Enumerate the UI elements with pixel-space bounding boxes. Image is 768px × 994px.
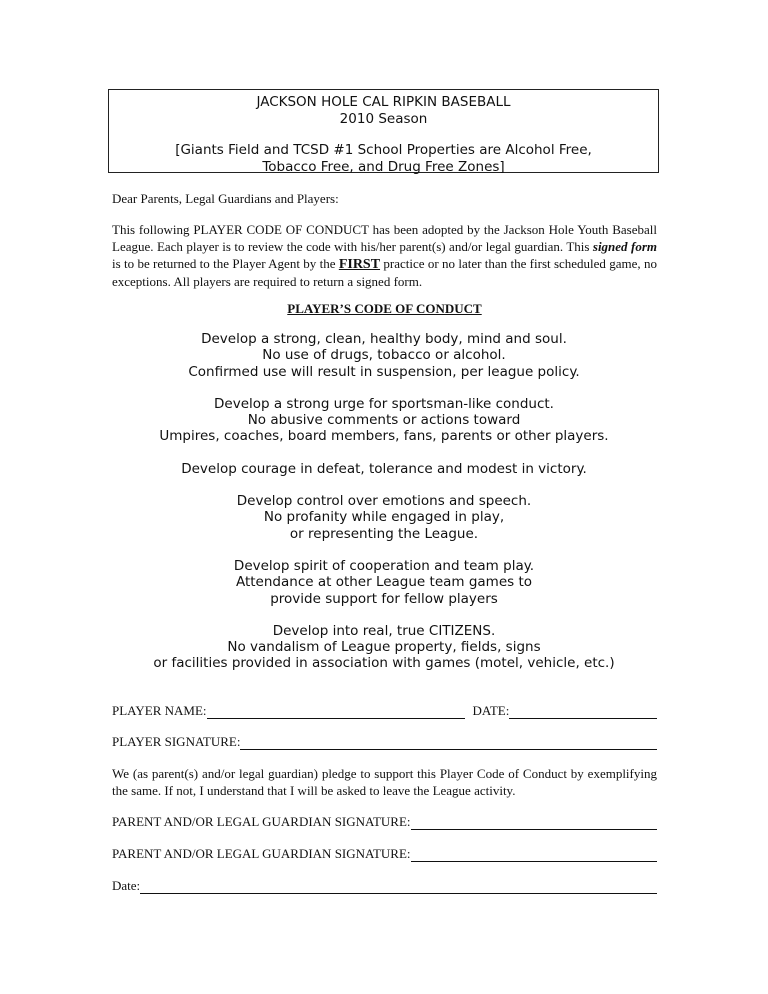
code-line: Develop control over emotions and speech. xyxy=(236,493,532,510)
parent-signature-row-2 xyxy=(112,845,657,862)
player-name-field[interactable] xyxy=(207,705,465,719)
player-signature-label: PLAYER SIGNATURE: xyxy=(112,734,241,749)
parent-signature-field-1[interactable] xyxy=(411,816,657,830)
code-of-conduct xyxy=(100,331,668,688)
code-line: or facilities provided in association with games (motel, vehicle, etc.) xyxy=(153,655,615,672)
final-date-field[interactable] xyxy=(140,880,657,894)
first-emphasis: FIRST xyxy=(338,257,381,272)
code-line: No vandalism of League property, fields, signs xyxy=(227,639,541,656)
player-name-row xyxy=(112,702,657,719)
code-line: or representing the League. xyxy=(289,525,479,542)
parent-signature-label-1: PARENT AND/OR LEGAL GUARDIAN SIGNATURE: xyxy=(112,814,411,829)
player-signature-row xyxy=(112,733,657,750)
code-block xyxy=(100,623,668,672)
code-line: Develop a strong urge for sportsman-like conduct. xyxy=(214,395,554,412)
signed-form-emphasis: signed form xyxy=(592,239,657,254)
code-line: Attendance at other League team games to xyxy=(235,574,533,591)
parent-signature-row-1 xyxy=(112,813,657,830)
greeting: Dear Parents, Legal Guardians and Players: xyxy=(112,191,339,206)
intro-text-3: practice or no later than the first scheduled game, no exceptions. All players are required to return a signed form. xyxy=(112,256,657,289)
parent-signature-label-2: PARENT AND/OR LEGAL GUARDIAN SIGNATURE: xyxy=(112,846,411,861)
code-line: Develop a strong, clean, healthy body, mind and soul. xyxy=(201,331,567,347)
header-season: 2010 Season xyxy=(339,111,428,127)
code-title: PLAYER’S CODE OF CONDUCT xyxy=(287,301,482,316)
code-line: Develop spirit of cooperation and team play. xyxy=(233,557,535,574)
code-line: No abusive comments or actions toward xyxy=(247,412,521,429)
pledge-paragraph xyxy=(112,765,657,799)
player-signature-field[interactable] xyxy=(240,736,657,750)
code-line: No profanity while engaged in play, xyxy=(263,509,505,526)
pledge-text: We (as parent(s) and/or legal guardian) pledge to support this Player Code of Conduct by exemplifying the same. If not, I understand that I will be asked to leave the League activity. xyxy=(112,766,657,798)
code-block xyxy=(100,493,668,542)
code-line: Confirmed use will result in suspension, per league policy. xyxy=(188,363,580,380)
intro-text-2: is to be returned to the Player Agent by the xyxy=(112,256,339,271)
header-notice-line1: [Giants Field and TCSD #1 School Properties are Alcohol Free, xyxy=(175,142,592,158)
code-line: Develop into real, true CITIZENS. xyxy=(272,622,496,639)
header-title: JACKSON HOLE CAL RIPKIN BASEBALL xyxy=(256,94,511,110)
code-line: Umpires, coaches, board members, fans, parents or other players. xyxy=(159,428,609,445)
parent-signature-field-2[interactable] xyxy=(411,848,657,862)
date-field[interactable] xyxy=(509,705,657,719)
date-label: DATE: xyxy=(472,703,510,718)
code-block xyxy=(100,558,668,607)
intro-paragraph xyxy=(112,221,657,290)
code-block xyxy=(100,461,668,477)
code-block xyxy=(100,396,668,445)
final-date-row xyxy=(112,877,657,894)
player-name-label: PLAYER NAME: xyxy=(112,703,207,718)
code-block xyxy=(100,331,668,380)
intro-text-1: This following PLAYER CODE OF CONDUCT has been adopted by the Jackson Hole Youth Baseball League. Each player is to review the code with his/her parent(s) and/or legal guardian. This xyxy=(112,222,657,254)
code-line: Develop courage in defeat, tolerance and modest in victory. xyxy=(181,460,587,477)
header-notice-line2: Tobacco Free, and Drug Free Zones] xyxy=(262,159,505,175)
header-box xyxy=(108,89,659,173)
code-line: provide support for fellow players xyxy=(270,590,498,607)
code-line: No use of drugs, tobacco or alcohol. xyxy=(262,347,506,364)
final-date-label: Date: xyxy=(112,878,141,893)
